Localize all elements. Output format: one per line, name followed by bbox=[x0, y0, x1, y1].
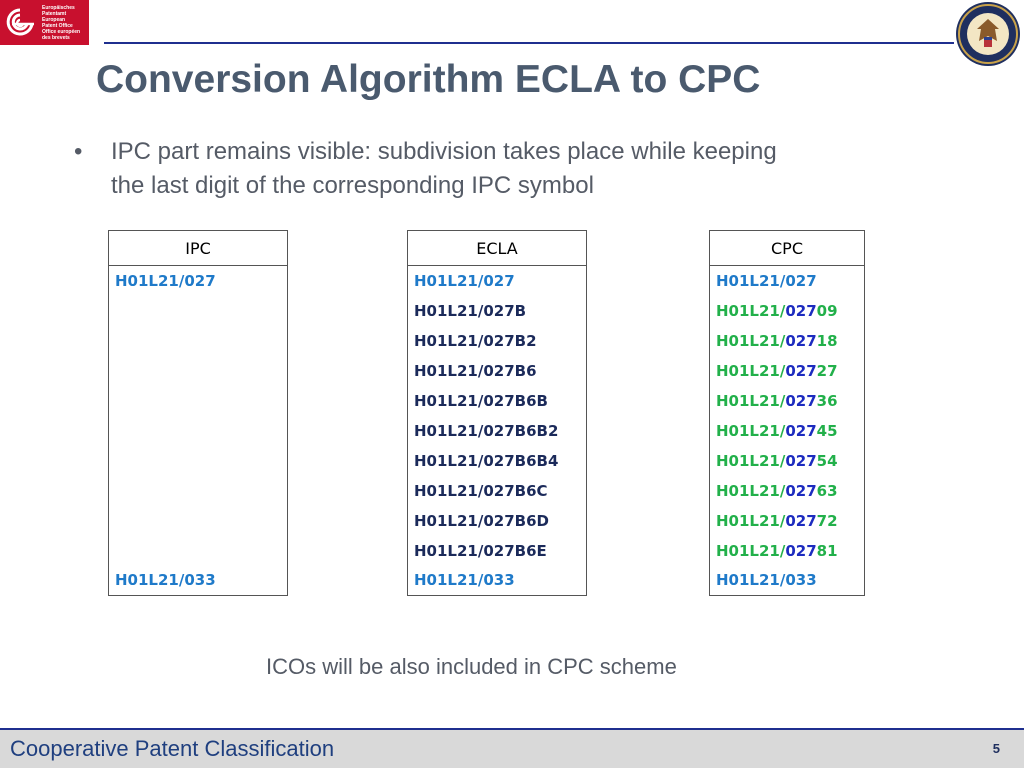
ipc-table bbox=[108, 230, 288, 596]
cpc-mid: 027 bbox=[785, 421, 817, 440]
cpc-prefix: H01L21/ bbox=[716, 391, 786, 410]
ipc-header: IPC bbox=[109, 231, 288, 266]
ipc-cell: H01L21/027 bbox=[109, 266, 288, 296]
cpc-prefix: H01L21/ bbox=[716, 541, 786, 560]
cpc-cell bbox=[710, 416, 865, 446]
cpc-cell bbox=[710, 326, 865, 356]
cpc-suffix: 72 bbox=[816, 511, 838, 530]
epo-logo-line: Europäisches bbox=[42, 4, 75, 11]
cpc-suffix: 18 bbox=[816, 331, 838, 350]
bullet-line: IPC part remains visible: subdivision takes place while keeping bbox=[111, 138, 777, 165]
cpc-prefix: H01L21/ bbox=[716, 451, 786, 470]
cpc-mid: 027 bbox=[785, 331, 817, 350]
cpc-prefix: H01L21/ bbox=[716, 331, 786, 350]
cpc-suffix: 45 bbox=[816, 421, 838, 440]
cpc-suffix: 54 bbox=[816, 451, 838, 470]
epo-logo-line: Office européen bbox=[42, 28, 81, 35]
cpc-cell bbox=[710, 296, 865, 326]
ipc-cell bbox=[109, 356, 288, 386]
cpc-cell bbox=[710, 356, 865, 386]
cpc-suffix: 09 bbox=[816, 301, 838, 320]
cpc-table bbox=[709, 230, 865, 596]
ecla-cell: H01L21/027B6E bbox=[408, 536, 587, 566]
cpc-cell bbox=[710, 446, 865, 476]
epo-logo-line: European bbox=[42, 16, 66, 23]
cpc-mid: 027 bbox=[785, 391, 817, 410]
ecla-cell: H01L21/027B6 bbox=[408, 356, 587, 386]
ecla-cell: H01L21/027B6D bbox=[408, 506, 587, 536]
ecla-cell: H01L21/027B bbox=[408, 296, 587, 326]
epo-logo-line: des brevets bbox=[42, 34, 70, 41]
cpc-mid: 027 bbox=[785, 541, 817, 560]
ecla-table bbox=[407, 230, 587, 596]
cpc-prefix: H01L21/ bbox=[716, 301, 786, 320]
cpc-cell bbox=[710, 536, 865, 566]
ecla-cell: H01L21/027B6B bbox=[408, 386, 587, 416]
bullet-marker: • bbox=[74, 138, 83, 165]
cpc-suffix: 36 bbox=[816, 391, 838, 410]
ipc-cell bbox=[109, 416, 288, 446]
cpc-prefix: H01L21/ bbox=[716, 421, 786, 440]
epo-logo-line: Patent Office bbox=[42, 22, 73, 29]
uspto-seal-icon bbox=[955, 1, 1021, 67]
cpc-cell: H01L21/027 bbox=[710, 266, 865, 296]
epo-logo-line: Patentamt bbox=[42, 10, 67, 17]
ecla-header: ECLA bbox=[408, 231, 587, 266]
cpc-mid: 027 bbox=[785, 481, 817, 500]
cpc-suffix: 27 bbox=[816, 361, 838, 380]
cpc-cell bbox=[710, 476, 865, 506]
cpc-mid: 027 bbox=[785, 451, 817, 470]
cpc-suffix: 63 bbox=[816, 481, 838, 500]
footer-title: Cooperative Patent Classification bbox=[10, 736, 335, 761]
ipc-cell bbox=[109, 446, 288, 476]
cpc-header: CPC bbox=[710, 231, 865, 266]
ipc-cell bbox=[109, 296, 288, 326]
cpc-cell: H01L21/033 bbox=[710, 566, 865, 596]
ipc-cell bbox=[109, 506, 288, 536]
cpc-suffix: 81 bbox=[816, 541, 838, 560]
bullet-text bbox=[111, 135, 931, 203]
epo-logo bbox=[0, 0, 89, 45]
epo-logo-text bbox=[40, 5, 80, 41]
ipc-cell bbox=[109, 326, 288, 356]
ipc-cell bbox=[109, 476, 288, 506]
page-number: 5 bbox=[992, 741, 1000, 756]
ecla-cell: H01L21/027B6C bbox=[408, 476, 587, 506]
ecla-cell: H01L21/027 bbox=[408, 266, 587, 296]
cpc-prefix: H01L21/ bbox=[716, 481, 786, 500]
page-title: Conversion Algorithm ECLA to CPC bbox=[96, 58, 761, 101]
cpc-mid: 027 bbox=[785, 361, 817, 380]
ecla-cell: H01L21/027B6B2 bbox=[408, 416, 587, 446]
footer-bar bbox=[0, 728, 1024, 768]
header-rule bbox=[104, 42, 954, 44]
cpc-mid: 027 bbox=[785, 301, 817, 320]
ipc-cell: H01L21/033 bbox=[109, 566, 288, 596]
epo-mark-icon bbox=[0, 0, 40, 45]
ecla-cell: H01L21/027B2 bbox=[408, 326, 587, 356]
ipc-cell bbox=[109, 536, 288, 566]
cpc-cell bbox=[710, 386, 865, 416]
cpc-prefix: H01L21/ bbox=[716, 361, 786, 380]
cpc-cell bbox=[710, 506, 865, 536]
ecla-cell: H01L21/027B6B4 bbox=[408, 446, 587, 476]
bullet-line: the last digit of the corresponding IPC symbol bbox=[111, 172, 594, 199]
ico-note: ICOs will be also included in CPC scheme bbox=[266, 654, 677, 679]
ipc-cell bbox=[109, 386, 288, 416]
cpc-prefix: H01L21/ bbox=[716, 511, 786, 530]
cpc-mid: 027 bbox=[785, 511, 817, 530]
ecla-cell: H01L21/033 bbox=[408, 566, 587, 596]
